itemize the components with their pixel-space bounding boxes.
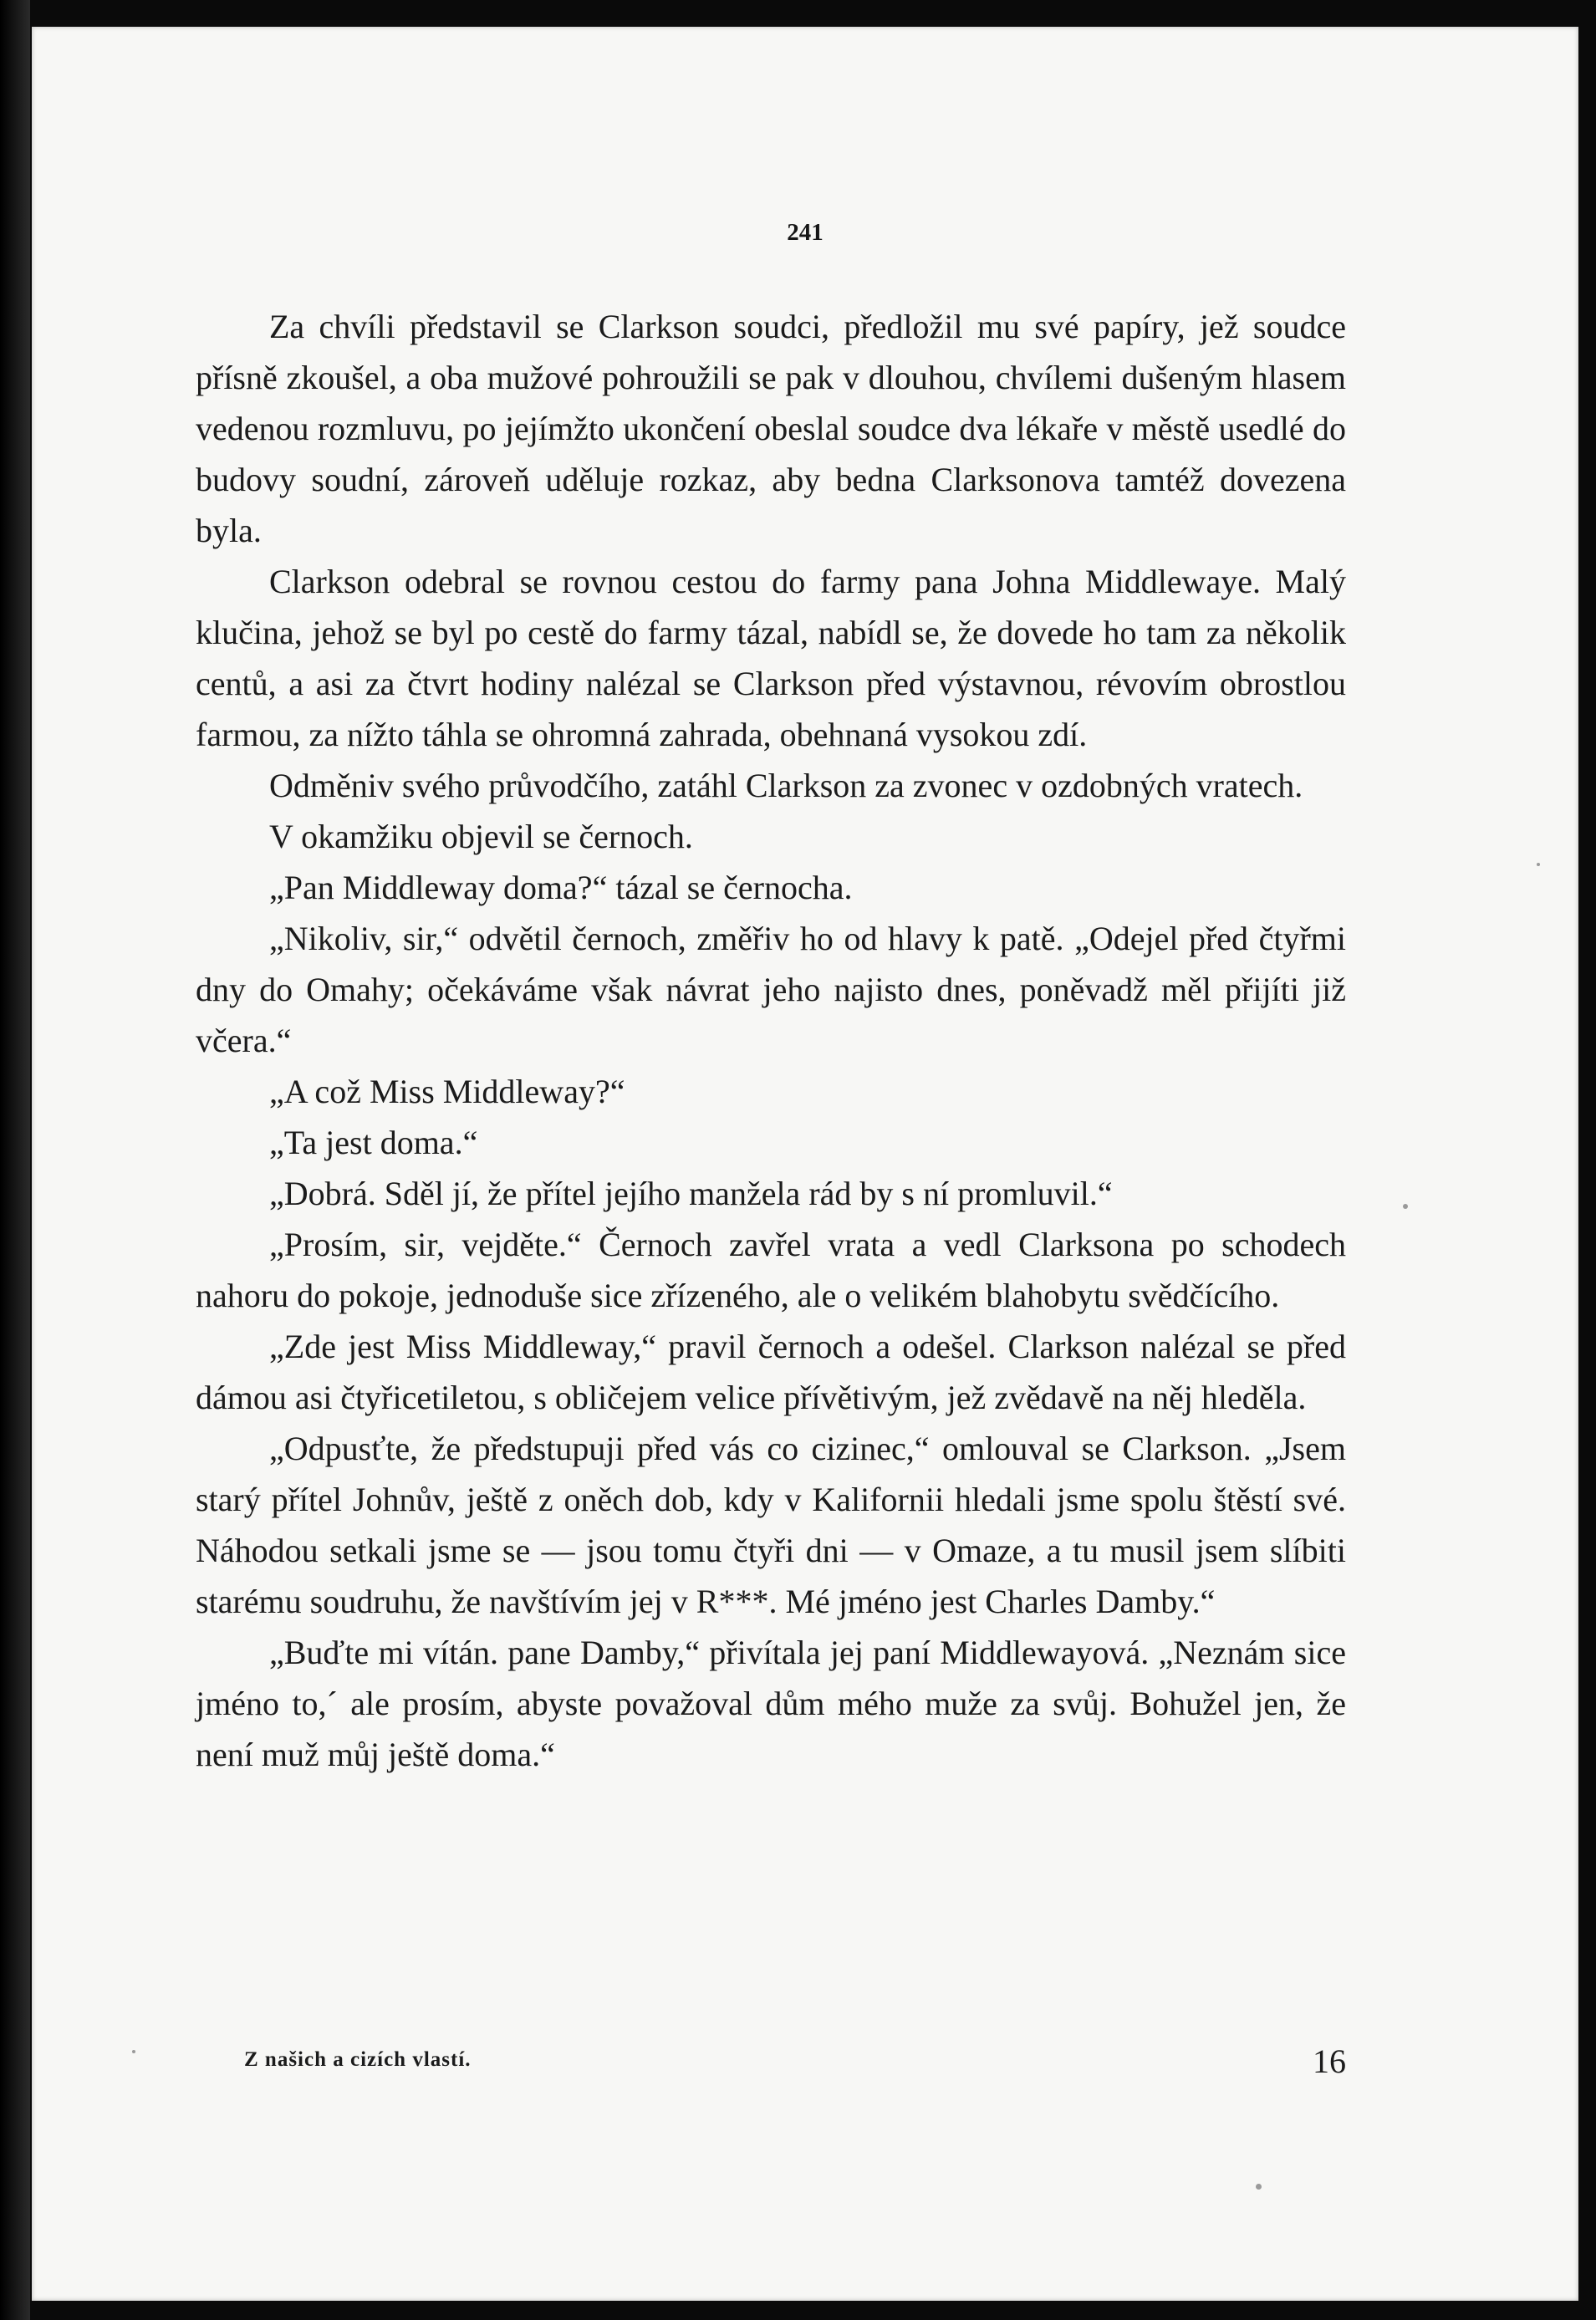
printer-signature-mark: Z našich a cizích vlastí.	[244, 2048, 472, 2071]
paper-speck	[132, 2050, 135, 2053]
paragraph: „Zde jest Miss Middleway,“ pravil černoch a odešel. Clarkson nalézal se před dámou asi čtyřicetiletou, s obličejem velice přívětivým, jež zvědavě na něj hleděla.	[196, 1328, 1346, 1416]
paragraph: „Buďte mi vítán. pane Damby,“ přivítala jej paní Middlewayová. „Neznám sice jméno to,´ ale prosím, abyste považoval dům mého muže za svůj. Bohužel jen, že není muž můj ještě doma.“	[196, 1634, 1346, 1773]
book-spine-edge	[0, 0, 30, 2320]
page-footer	[196, 2042, 1346, 2078]
body-text	[196, 301, 1346, 1780]
paper-speck	[1256, 2184, 1262, 2190]
paragraph: „Nikoliv, sir,“ odvětil černoch, změřiv ho od hlavy k patě. „Odejel před čtyřmi dny do Omahy; očekáváme však návrat jeho najisto dnes, poněvadž měl přijíti již včera.“	[196, 920, 1346, 1059]
paragraph: „A což Miss Middleway?“	[269, 1073, 625, 1110]
paragraph: „Pan Middleway doma?“ tázal se černocha.	[269, 869, 853, 906]
paragraph: „Ta jest doma.“	[269, 1124, 478, 1161]
paragraph: „Dobrá. Sděl jí, že přítel jejího manžela rád by s ní promluvil.“	[269, 1175, 1113, 1212]
paragraph: Clarkson odebral se rovnou cestou do farmy pana Johna Middlewaye. Malý klučina, jehož se byl po cestě do farmy tázal, nabídl se, že dovede ho tam za několik centů, a asi za čtvrt hodiny nalézal se Clarkson před výstavnou, révovím obrostlou farmou, za nížto táhla se ohromná zahrada, obehnaná vysokou zdí.	[196, 563, 1346, 753]
page-number: 241	[787, 219, 823, 246]
sheet-number: 16	[1313, 2042, 1346, 2080]
paragraph: Za chvíli představil se Clarkson soudci, předložil mu své papíry, jež soudce přísně zkoušel, a oba mužové pohroužili se pak v dlouhou, chvílemi dušeným hlasem vedenou rozmluvu, po jejímžto ukončení obeslal soudce dva lékaře v městě usedlé do budovy soudní, zároveň uděluje rozkaz, aby bedna Clarksonova tamtéž dovezena byla.	[196, 308, 1346, 549]
paper-speck	[1403, 1204, 1408, 1209]
paragraph: „Odpusťte, že předstupuji před vás co cizinec,“ omlouval se Clarkson. „Jsem starý přítel Johnův, ještě z oněch dob, kdy v Kalifornii hledali jsme spolu štěstí své. Náhodou setkali jsme se — jsou tomu čtyři dni — v Omaze, a tu musil jsem slíbiti starému soudruhu, že navštívím jej v R***. Mé jméno jest Charles Damby.“	[196, 1430, 1346, 1620]
paragraph: Odměniv svého průvodčího, zatáhl Clarkson za zvonec v ozdobných vratech.	[269, 767, 1303, 804]
paper-speck	[1537, 863, 1540, 866]
paragraph: V okamžiku objevil se černoch.	[269, 818, 693, 855]
book-page	[32, 27, 1578, 2301]
paragraph: „Prosím, sir, vejděte.“ Černoch zavřel vrata a vedl Clarksona po schodech nahoru do pokoje, jednoduše sice zřízeného, ale o velikém blahobytu svědčícího.	[196, 1226, 1346, 1314]
